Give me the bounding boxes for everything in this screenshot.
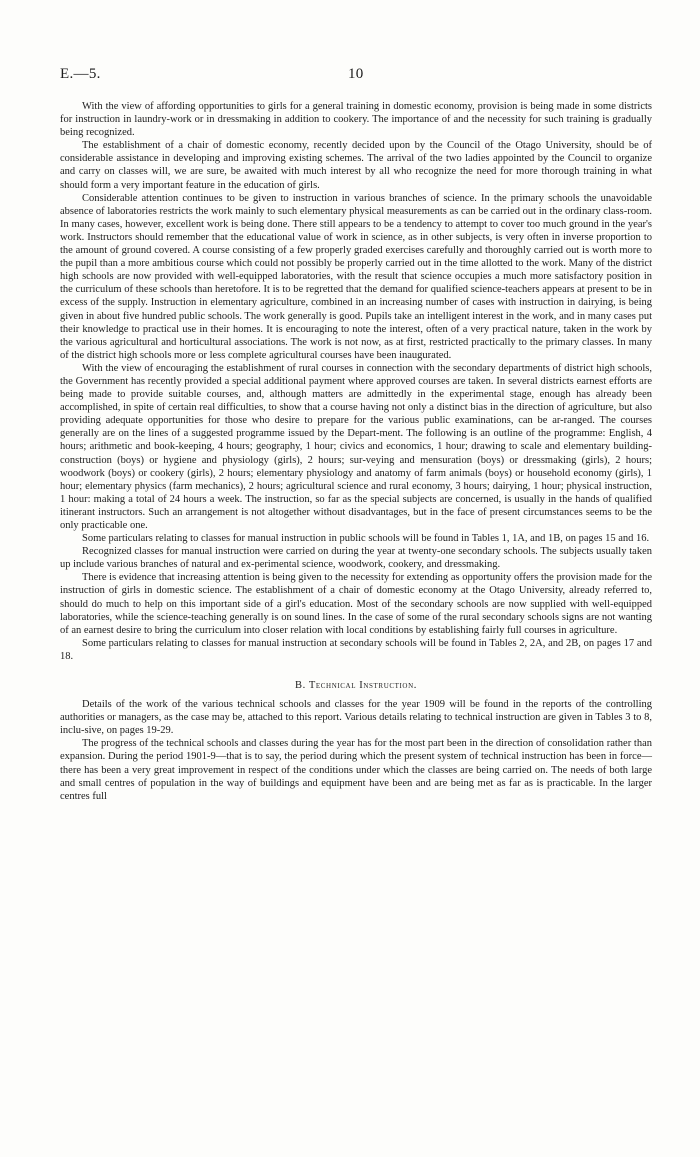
paragraph-domestic-economy-provision: With the view of affording opportunities to girls for a general training in domestic economy, provision is being made in some districts for instruction in laundry-work or in dressmaking in addition to cookery. The importance of and the necessity for such training is gradually being recognized. (60, 101, 652, 139)
paragraph-domestic-science-girls: There is evidence that increasing attention is being given to the necessity for extending as opportunity offers the provision made for the instruction of girls in domestic science. The establishment of a chair of domestic economy at the Otago University, already referred to, should do much to help on this important side of a girl's education. Most of the secondary schools are now supplied with well-equipped laboratories, while the science-teaching generally is on sound lines. In the case of some of the rural secondary schools signs are not wanting of an earnest desire to bring the curriculum into closer relation with local conditions by establishing fairly full courses in agriculture. (60, 572, 652, 636)
document-body (60, 100, 652, 803)
document-reference: E.—5. (60, 66, 101, 82)
section-heading-technical-instruction: B. Technical Instruction. (295, 680, 417, 692)
paragraph-public-schools-tables: Some particulars relating to classes for manual instruction in public schools will be found in Tables 1, 1A, and 1B, on pages 15 and 16. (82, 533, 650, 545)
paragraph-secondary-manual-classes: Recognized classes for manual instruction were carried on during the year at twenty-one secondary schools. The subjects usually taken up include various branches of natural and ex-perimental science, woodwork, cookery, and dressmaking. (60, 546, 652, 571)
paragraph-technical-details: Details of the work of the various technical schools and classes for the year 1909 will be found in the reports of the controlling authorities or managers, as the case may be, attached to this report. Various details relating to technical instruction are given in Tables 3 to 8, inclu-sive, on pages 19-29. (60, 699, 652, 737)
paragraph-secondary-tables: Some particulars relating to classes for manual instruction at secondary schools will be found in Tables 2, 2A, and 2B, on pages 17 and 18. (60, 637, 652, 662)
paragraph-science-instruction: Considerable attention continues to be given to instruction in various branches of science. In the primary schools the unavoidable absence of laboratories restricts the work mainly to such elementary physical measurements as can be carried out in the ordinary class-room. In many cases, however, excellent work is being done. There still appears to be a tendency to attempt to cover too much ground in the year's work. Instructors should remember that the educational value of work in science, as in other subjects, is very often in inverse proportion to the amount of ground covered. A course consisting of a few properly graded exercises carefully and thoroughly carried out is worth more to the pupil than a more ambitious course which could not possibly be properly carried out in the time allotted to the work. Many of the district high schools are now provided with well-equipped laboratories, with the result that science occupies a much more satisfactory position in the curriculum of these schools than heretofore. It is to be regretted that the demand for qualified science-teachers appears at present to be in excess of the supply. Instruction in elementary agriculture, combined in an increasing number of cases with instruction in dairying, is being given in about five hundred public schools. The work generally is good. Pupils take an intelligent interest in the work, and in many cases put their knowledge to practical use in their homes. It is encouraging to note the interest, often of a very practical nature, taken in the work by the various agricultural and horticultural associations. The work is not now, as at first, restricted practically to the primary classes. In many of the district high schools more or less complete agricultural courses have been inaugurated. (60, 192, 652, 361)
page-number: 10 (348, 66, 364, 82)
page-header (60, 66, 652, 86)
paragraph-technical-progress: The progress of the technical schools and classes during the year has for the most part been in the direction of consolidation rather than expansion. During the period 1901-9—that is to say, the period during which the present system of technical instruction has been in force—there has been a very great improvement in respect of the conditions under which the classes are being carried on. The needs of both large and small centres of population in the way of buildings and equipment have been and are being met as far as is practicable. In the larger centres full (60, 738, 652, 802)
paragraph-rural-courses: With the view of encouraging the establishment of rural courses in connection with the secondary departments of district high schools, the Government has recently provided a special additional payment where approved courses are taken. In several districts earnest efforts are being made to provide suitable courses, and, although matters are admittedly in the experimental stage, enough has already been accomplished, in spite of certain real difficulties, to show that a course having not only a distinct bias in the direction of agriculture, but also providing adequate opportunities for those who desire to prepare for the various public examinations, can be ar-ranged. The courses generally are on the lines of a suggested programme issued by the Depart-ment. The following is an outline of the programme: English, 4 hours; arithmetic and book-keeping, 4 hours; geography, 1 hour; civics and economics, 1 hour; drawing to scale and elementary building-construction (boys) or hygiene and physiology (girls), 2 hours; sur-veying and mensuration (boys) or dressmaking (girls), 2 hours; woodwork (boys) or cookery (girls), 2 hours; elementary physiology and anatomy of farm animals (boys) or household economy (girls), 1 hour; elementary physics (farm mechanics), 2 hours; agricultural science and rural economy, 3 hours; dairying, 1 hour; physical instruction, 1 hour: making a total of 24 hours a week. The instruction, so far as the special subjects are concerned, is usually in the hands of qualified itinerant instructors. Such an arrangement is not altogether without disadvantages, but in the face of present circumstances seems to be the only practicable one. (60, 362, 652, 531)
paragraph-otago-chair: The establishment of a chair of domestic economy, recently decided upon by the Council of the Otago University, should be of considerable assistance in developing and improving existing schemes. The arrival of the two ladies appointed by the Council to organize and carry on classes will, we are sure, be awaited with much interest by all who recognize the need for more thorough training in what should form a very important feature in the education of girls. (60, 140, 652, 191)
